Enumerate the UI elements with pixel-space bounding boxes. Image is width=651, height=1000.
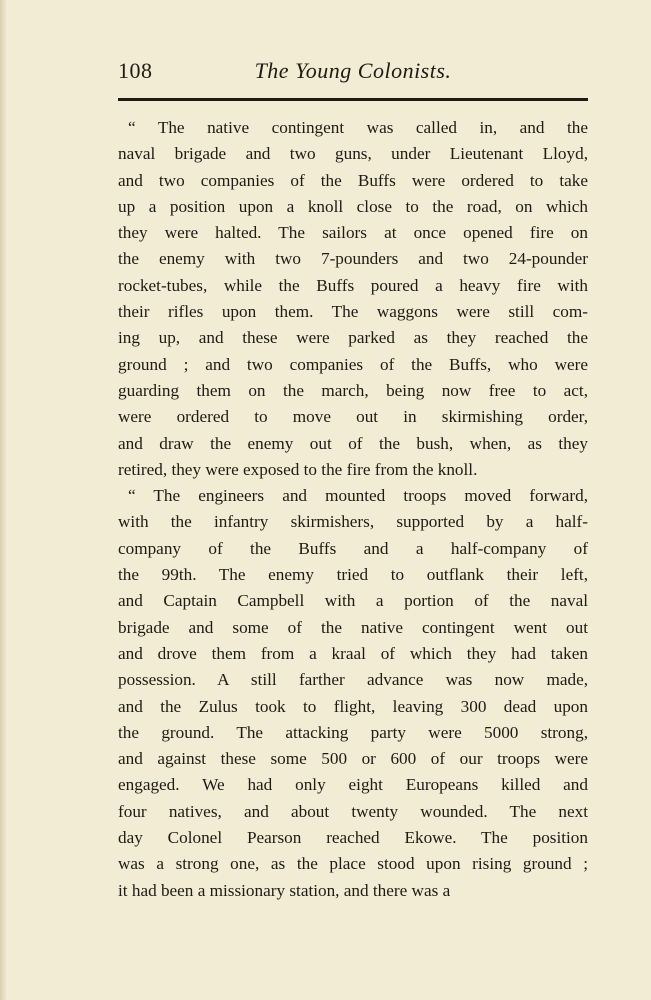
text-line: “ The engineers and mounted troops moved forward,	[128, 486, 588, 506]
text-line: they were halted. The sailors at once opened fire on	[118, 223, 588, 243]
text-line: day Colonel Pearson reached Ekowe. The position	[118, 828, 588, 848]
text-line: retired, they were exposed to the fire from the knoll.	[118, 459, 478, 479]
text-line: naval brigade and two guns, under Lieutenant Lloyd,	[118, 144, 588, 164]
text-line: and Captain Campbell with a portion of the naval	[118, 591, 588, 611]
text-line: the 99th. The enemy tried to outflank their left,	[118, 565, 588, 585]
body-text	[118, 115, 588, 904]
text-line: rocket-tubes, while the Buffs poured a heavy fire with	[118, 275, 588, 295]
text-line: possession. A still farther advance was now made,	[118, 670, 588, 690]
text-line: “ The native contingent was called in, and the	[128, 118, 588, 137]
text-line: was a strong one, as the place stood upon rising ground ;	[118, 854, 588, 874]
header-rule	[118, 98, 588, 101]
text-line: their rifles upon them. The waggons were still com-	[118, 302, 588, 322]
text-line: and two companies of the Buffs were ordered to take	[118, 170, 588, 190]
running-title: The Young Colonists.	[254, 58, 452, 83]
text-line: the enemy with two 7-pounders and two 24-pounder	[118, 249, 588, 269]
page-number: 108	[118, 58, 153, 83]
text-line: engaged. We had only eight Europeans killed and	[118, 775, 588, 795]
text-line: brigade and some of the native contingent went out	[118, 617, 588, 637]
text-line: it had been a missionary station, and there was a	[118, 880, 451, 900]
text-line: guarding them on the march, being now free to act,	[118, 380, 588, 400]
text-line: company of the Buffs and a half-company of	[118, 538, 588, 558]
text-line: and draw the enemy out of the bush, when, as they	[118, 433, 588, 453]
text-line: ing up, and these were parked as they reached the	[118, 328, 588, 348]
text-line: the ground. The attacking party were 5000 strong,	[118, 722, 588, 742]
text-line: and drove them from a kraal of which they had taken	[118, 643, 588, 663]
text-line: and the Zulus took to flight, leaving 300 dead upon	[118, 696, 588, 716]
text-line: with the infantry skirmishers, supported by a half-	[118, 512, 588, 532]
text-line: ground ; and two companies of the Buffs, who were	[118, 354, 588, 374]
page-edge	[0, 0, 6, 1000]
paragraph	[118, 115, 588, 483]
text-line: and against these some 500 or 600 of our troops were	[118, 749, 588, 769]
text-line: four natives, and about twenty wounded. The next	[118, 801, 588, 821]
text-line: were ordered to move out in skirmishing order,	[118, 407, 588, 427]
paragraph	[118, 483, 588, 904]
page-header	[118, 58, 588, 92]
text-line: up a position upon a knoll close to the road, on which	[118, 196, 588, 216]
